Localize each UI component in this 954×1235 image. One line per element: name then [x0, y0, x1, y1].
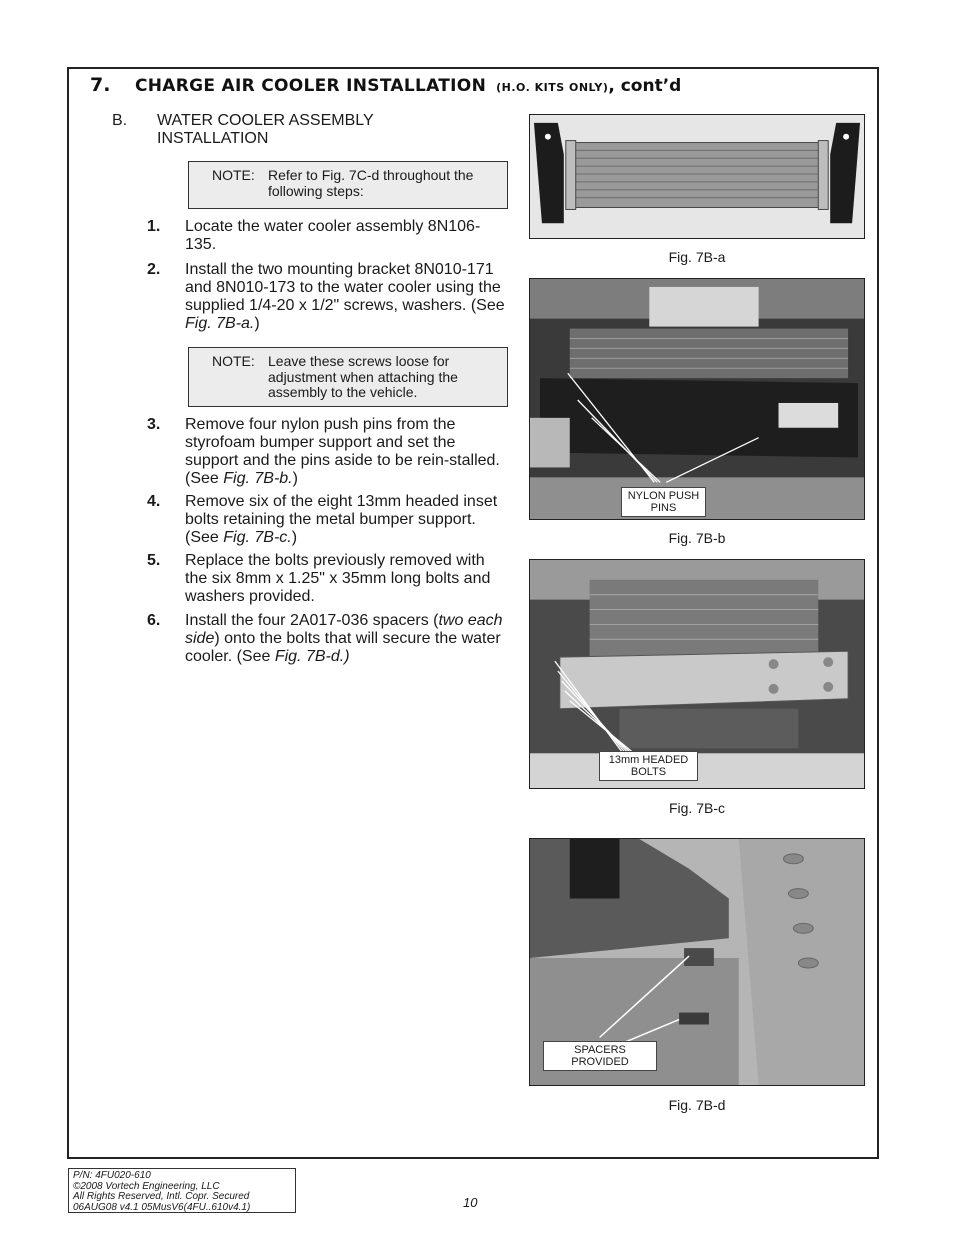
step-number: 1. [147, 218, 161, 235]
figure-reference: Fig. 7B-c. [223, 529, 292, 546]
subsection-letter: B. [112, 112, 128, 129]
figure-7b-a-photo [529, 114, 865, 239]
footer-line: P/N: 4FU020-610 [73, 1170, 151, 1181]
figure-caption: Fig. 7B-b [668, 530, 726, 546]
step-1 [147, 218, 507, 254]
note-label: NOTE: [212, 167, 255, 183]
water-cooler-illustration [530, 115, 864, 238]
note-text: Leave these screws loose for adjustment when attaching the assembly to the vehicle. [268, 353, 458, 400]
callout-label: 13mm HEADED BOLTS [599, 751, 698, 781]
section-number: 7. [90, 74, 111, 96]
footer-line: ©2008 Vortech Engineering, LLC [73, 1180, 220, 1192]
bumper-support-illustration [530, 279, 864, 519]
figure-reference: Fig. 7B-d.) [274, 648, 350, 665]
callout-label: NYLON PUSH PINS [621, 487, 706, 517]
footer-line: All Rights Reserved, Intl. Copr. Secured [73, 1191, 250, 1202]
note-box-2 [188, 347, 508, 407]
note-label: NOTE: [212, 353, 255, 369]
section-title: CHARGE AIR COOLER INSTALLATION [135, 76, 487, 96]
step-text: Install the two mounting bracket 8N010-171 and 8N010-173 to the water cooler using the supplied 1/4-20 x 1/2" screws, washers. (See Fig. 7B-a.) [185, 261, 505, 332]
figure-caption: Fig. 7B-a [668, 249, 726, 265]
section-heading [90, 74, 681, 96]
footer-line: 06AUG08 v4.1 05MusV6(4FU..610v4.1) [73, 1201, 251, 1213]
step-text: Remove four nylon push pins from the styrofoam bumper support and set the support and the pins aside to be rein-stalled. (See Fig. 7B-b.) [185, 416, 500, 487]
step-5 [147, 552, 507, 606]
step-6 [147, 612, 507, 666]
step-text: Install the four 2A017-036 spacers (two each side) onto the bolts that will secure the water cooler. (See Fig. 7B-d.) [185, 612, 503, 665]
figure-reference: Fig. 7B-b. [223, 470, 293, 487]
section-qualifier: (H.O. KITS ONLY) [496, 81, 609, 94]
step-text: Replace the bolts previously removed with the six 8mm x 1.25" x 35mm long bolts and washers provided. [185, 552, 491, 605]
figure-caption: Fig. 7B-d [668, 1097, 726, 1113]
figure-caption: Fig. 7B-c [668, 800, 725, 816]
step-number: 4. [147, 493, 161, 510]
step-2 [147, 261, 507, 333]
step-number: 2. [147, 261, 161, 278]
step-text: Locate the water cooler assembly 8N106-135. [185, 218, 481, 253]
figure-reference: Fig. 7B-a. [185, 315, 255, 332]
step-3 [147, 416, 507, 488]
step-number: 5. [147, 552, 161, 569]
note-box-1 [188, 161, 508, 209]
step-4 [147, 493, 507, 547]
step-number: 3. [147, 416, 161, 433]
subsection-title: WATER COOLER ASSEMBLY INSTALLATION [157, 112, 374, 147]
step-text: Remove six of the eight 13mm headed inset bolts retaining the metal bumper support. (See Fig. 7B-c.) [185, 493, 498, 546]
footer-info-box [68, 1168, 296, 1213]
callout-label: SPACERS PROVIDED [543, 1041, 657, 1071]
page-number: 10 [463, 1195, 478, 1210]
note-text: Refer to Fig. 7C-d throughout the following steps: [268, 167, 474, 199]
figure-7b-b-photo [529, 278, 865, 520]
section-contd: , cont’d [608, 76, 682, 96]
step-number: 6. [147, 612, 161, 629]
